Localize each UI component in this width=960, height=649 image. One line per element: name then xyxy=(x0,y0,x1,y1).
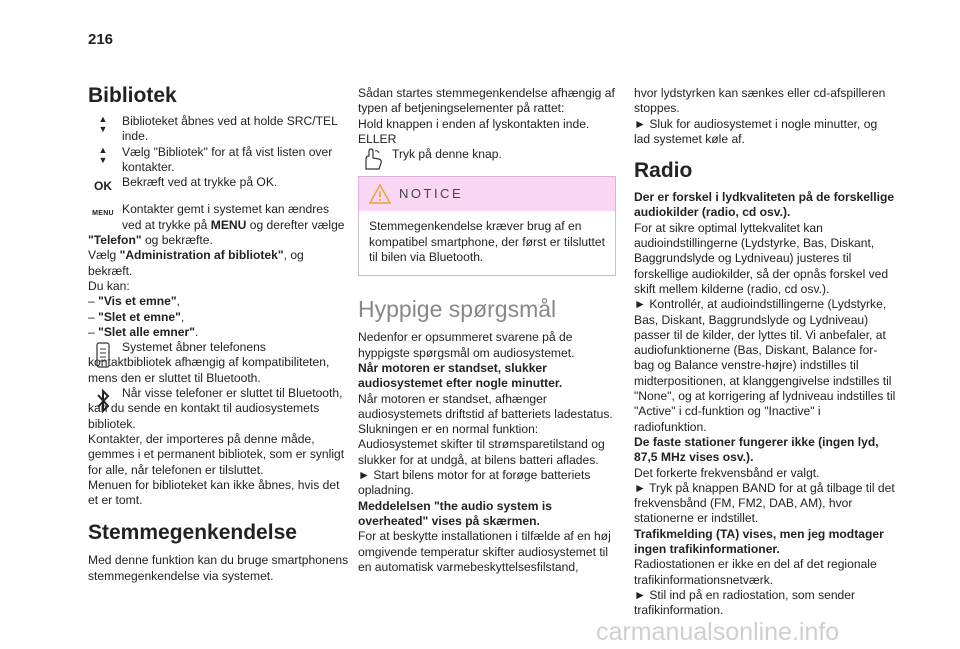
heading-stemmegenkendelse: Stemmegenkendelse xyxy=(88,521,297,545)
answer: ► Kontrollér, at audioindstillingerne (Lydstyrke, Bas, Diskant, Baggrundslyde og Lydniveau) passer til de kilder, der lyttes til. Vi anbefaler, at audiofunktionerne (Bas, Diskant, Balance for-bag og Balance venstre-højre) indstilles til midterpositionen, at klanggengivelse indstilles til "None", og at korrigering af lydniveau indstilles til "Active" i cd-funktion og "Inactive" i radiofunktion. xyxy=(634,297,896,434)
question: Meddelelsen "the audio system is overheated" vises på skærmen. xyxy=(358,498,552,528)
voice-button-row xyxy=(358,147,616,162)
bluetooth-icon xyxy=(88,388,118,418)
answer: For at sikre optimal lyttekvalitet kan audioindstillingerne (Lydstyrke, Bas, Diskant, Baggrundslyde og Lydniveau) justeres til forskellige audiokilder, så der opnås forskel ved skift mellem kilderne (radio, cd osv.). xyxy=(634,220,889,296)
warning-icon xyxy=(369,184,391,208)
column-3 xyxy=(634,86,896,619)
answer: ► Start bilens motor for at forøge batteriets opladning. xyxy=(358,468,591,498)
notice-title: NOTICE xyxy=(399,186,464,202)
paragraph: Hold knappen i enden af lyskontakten inde. xyxy=(358,116,590,131)
paragraph: Nedenfor er opsummeret svarene på de hyppigste spørgsmål om audiosystemet. xyxy=(358,330,575,360)
answer: Det forkerte frekvensbånd er valgt. xyxy=(634,465,820,480)
step-2 xyxy=(88,145,350,176)
answer: For at beskytte installationen i tilfælde af en høj omgivende temperatur skifter audiosystemet til en automatisk varmebeskyttelsesfilstand, xyxy=(358,529,611,574)
step-2-text: Vælg "Bibliotek" for at få vist listen over kontakter. xyxy=(122,144,333,174)
heading-hyppige: Hyppige spørgsmål xyxy=(358,296,557,323)
question: Trafikmelding (TA) vises, men jeg modtager ingen trafikinformationer. xyxy=(634,526,884,557)
step-3-text: Bekræft ved at trykke på OK. xyxy=(122,175,278,190)
watermark: carmanualsonline.info xyxy=(596,618,840,646)
question: Når motoren er standset, slukker audiosystemet efter nogle minutter. xyxy=(358,360,563,391)
step-3 xyxy=(88,175,350,194)
menu-button-icon: MENU xyxy=(92,210,114,218)
question: De faste stationer fungerer ikke (ingen lyd, 87,5 MHz vises osv.). xyxy=(634,434,879,465)
paragraph: hvor lydstyrken kan sænkes eller cd-afspilleren stoppes. xyxy=(634,86,886,116)
step-1 xyxy=(88,114,350,145)
option-3: – "Slet alle emner". xyxy=(88,324,199,339)
admin-text: Vælg "Administration af bibliotek", og bekræft. xyxy=(88,248,304,278)
notice-box xyxy=(358,176,616,276)
menu-text: Kontakter gemt i systemet kan ændres ved at trykke på MENU og derefter vælge xyxy=(122,202,345,232)
phone-text: Systemet åbner telefonens kontaktbibliotek afhængig af kompatibiliteten, mens den er sluttet til Bluetooth. xyxy=(88,340,330,385)
notice-header xyxy=(359,177,615,211)
paragraph: ELLER xyxy=(358,131,397,146)
du-kan: Du kan: xyxy=(88,278,130,293)
menu-row xyxy=(88,202,350,233)
answer: Radiostationen er ikke en del af det regionale trafikinformationsnetværk. xyxy=(634,557,877,587)
telefon-text: "Telefon" og bekræfte. xyxy=(88,233,213,248)
bluetooth-row xyxy=(88,386,350,432)
option-1: – "Vis et emne", xyxy=(88,294,180,309)
notice-text: Stemmegenkendelse kræver brug af en kompatibel smartphone, der først er tilsluttet til bilen via Bluetooth. xyxy=(369,219,605,265)
up-down-arrow-icon: ▲ ▼ xyxy=(98,114,108,134)
paragraph: Med denne funktion kan du bruge smartphonens stemmegenkendelse via systemet. xyxy=(88,553,349,583)
paragraph: Menuen for biblioteket kan ikke åbnes, hvis det et er tomt. xyxy=(88,477,340,508)
answer: ► Tryk på knappen BAND for at gå tilbage til det frekvensbånd (FM, FM2, DAB, AM), hvor stationerne er indstillet. xyxy=(634,480,895,526)
up-down-arrow-icon: ▲ ▼ xyxy=(98,144,108,165)
paragraph: Kontakter, der importeres på denne måde, gemmes i et permanent bibliotek, som er synligt for alle, når telefonen er tilsluttet. xyxy=(88,431,345,477)
notice-body xyxy=(359,211,615,275)
column-2 xyxy=(358,86,616,575)
bluetooth-text: Når visse telefoner er sluttet til Bluetooth, kan du sende en kontakt til audiosystemets bibliotek. xyxy=(88,386,343,431)
option-2: – "Slet et emne", xyxy=(88,309,185,324)
ok-button-icon: OK xyxy=(94,179,112,194)
paragraph: Sådan startes stemmegenkendelse afhængig af typen af betjeningselementer på rattet: xyxy=(358,86,615,116)
column-1 xyxy=(88,84,350,584)
answer: ► Stil ind på en radiostation, som sender trafikinformation. xyxy=(634,587,856,618)
phone-row xyxy=(88,340,350,386)
phone-book-icon xyxy=(88,342,118,372)
page-number: 216 xyxy=(88,31,114,48)
hand-press-icon xyxy=(358,147,388,175)
question: Der er forskel i lydkvaliteten på de forskellige audiokilder (radio, cd osv.). xyxy=(634,190,895,220)
step-1-text: Biblioteket åbnes ved at holde SRC/TEL inde. xyxy=(122,114,338,144)
answer: Når motoren er standset, afhænger audiosystemets driftstid af batteriets ladestatus. Slukningen er en normal funktion: Audiosystemet skifter til strømsparetilstand og slukker for at undgå, at bilens batteri aflades. xyxy=(358,391,613,467)
paragraph: ► Sluk for audiosystemet i nogle minutter, og lad systemet køle af. xyxy=(634,116,878,146)
heading-bibliotek: Bibliotek xyxy=(88,84,177,107)
heading-radio: Radio xyxy=(634,159,693,183)
paragraph: Tryk på denne knap. xyxy=(392,147,502,162)
